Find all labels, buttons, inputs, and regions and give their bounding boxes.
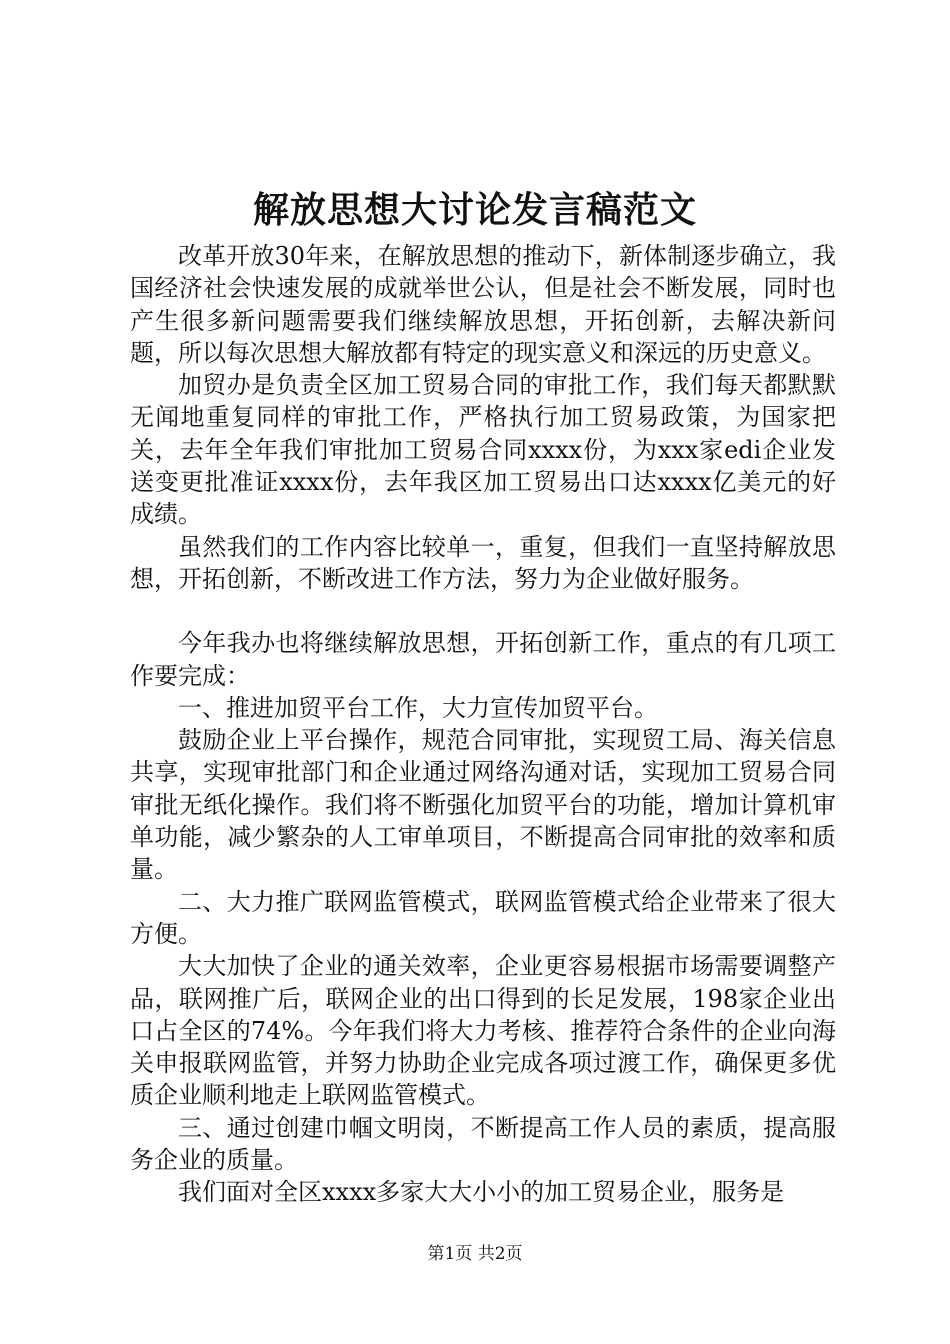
heading-point-two: 二、大力推广联网监管模式，联网监管模式给企业带来了很大方便。 <box>130 887 836 948</box>
page-footer: 第1页 共2页 <box>427 1244 523 1264</box>
heading-point-three: 三、通过创建巾帼文明岗，不断提高工作人员的素质，提高服务企业的质量。 <box>130 1113 836 1175</box>
paragraph-office-work: 加贸办是负责全区加工贸易合同的审批工作，我们每天都默默无闻地重复同样的审批工作，严格执行加工贸易政策，为国家把关，去年全年我们审批加工贸易合同xxxx份，为xxx家edi企业发送变更批准证xxxx份，去年我区加工贸易出口达xxxx亿美元的好成绩。 <box>130 371 836 529</box>
document-title: 解放思想大讨论发言稿范文 <box>252 189 697 231</box>
heading-point-one: 一、推进加贸平台工作，大力宣传加贸平台。 <box>178 693 658 722</box>
paragraph-intro: 改革开放30年来，在解放思想的推动下，新体制逐步确立，我国经济社会快速发展的成就举世公认，但是社会不断发展，同时也产生很多新问题需要我们继续解放思想，开拓创新，去解决新问题，所以每次思想大解放都有特定的现实意义和深远的历史意义。 <box>130 242 836 367</box>
document-body <box>130 240 836 1209</box>
paragraph-point-three: 我们面对全区xxxx多家大大小小的加工贸易企业，服务是 <box>178 1178 785 1207</box>
paragraph-point-one: 鼓励企业上平台操作，规范合同审批，实现贸工局、海关信息共享，实现审批部门和企业通过网络沟通对话，实现加工贸易合同审批无纸化操作。我们将不断强化加贸平台的功能，增加计算机审单功能，减少繁杂的人工审单项目，不断提高合同审批的效率和质量。 <box>130 726 836 884</box>
paragraph-commitment: 虽然我们的工作内容比较单一，重复，但我们一直坚持解放思想，开拓创新，不断改进工作方法，努力为企业做好服务。 <box>130 532 836 593</box>
paragraph-this-year: 今年我办也将继续解放思想，开拓创新工作，重点的有几项工作要完成： <box>130 629 836 690</box>
paragraph-point-two: 大大加快了企业的通关效率，企业更容易根据市场需要调整产品，联网推广后，联网企业的出口得到的长足发展，198家企业出口占全区的74%。今年我们将大力考核、推荐符合条件的企业向海关申报联网监管，并努力协助企业完成各项过渡工作，确保更多优质企业顺利地走上联网监管模式。 <box>130 952 836 1110</box>
